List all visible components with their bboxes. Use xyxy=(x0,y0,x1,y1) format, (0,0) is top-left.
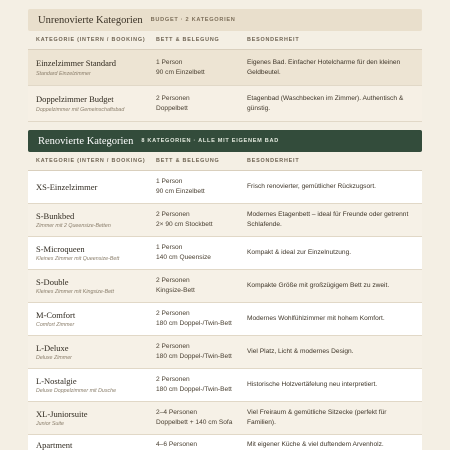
unrenovated-rows xyxy=(28,50,422,122)
section-title: Renovierte Kategorien xyxy=(38,135,134,147)
section-subtitle: BUDGET · 2 KATEGORIEN xyxy=(150,17,236,23)
room-persons: 2 Personen xyxy=(156,277,190,285)
table-row xyxy=(28,270,422,303)
room-feature: Kompakt & ideal zur Einzelnutzung. xyxy=(247,249,352,257)
column-header-row xyxy=(28,31,422,50)
table-row xyxy=(28,336,422,369)
room-booking-name: Deluxe Zimmer xyxy=(36,355,72,362)
table-row xyxy=(28,237,422,270)
room-name: M-Comfort xyxy=(36,309,76,320)
room-persons: 2–4 Personen xyxy=(156,409,198,417)
table-row xyxy=(28,86,422,122)
room-name: L-Deluxe xyxy=(36,342,69,353)
room-persons: 2 Personen xyxy=(156,376,190,384)
room-booking-name: Comfort Zimmer xyxy=(36,322,75,329)
room-persons: 1 Person xyxy=(156,178,183,186)
table-row xyxy=(28,171,422,204)
room-name: S-Bunkbed xyxy=(36,210,75,221)
renovated-section xyxy=(28,130,422,450)
table-row xyxy=(28,435,422,450)
room-feature: Etagenbad (Waschbecken im Zimmer). Authentisch & günstig. xyxy=(247,94,404,112)
room-name: S-Microqueen xyxy=(36,243,85,254)
room-feature: Modernes Wohlfühlzimmer mit hohem Komfort. xyxy=(247,315,385,323)
room-booking-name: Deluxe Doppelzimmer mit Dusche xyxy=(36,388,117,395)
room-bed: Kingsize-Bett xyxy=(156,287,195,294)
room-persons: 2 Personen xyxy=(156,94,190,102)
section-header xyxy=(28,130,422,152)
room-feature: Modernes Etagenbett – ideal für Freunde oder getrennt Schlafende. xyxy=(247,211,409,228)
table-row xyxy=(28,303,422,336)
column-header-category: KATEGORIE (INTERN / BOOKING) xyxy=(36,37,146,43)
room-booking-name: Doppelzimmer mit Gemeinschaftsbad xyxy=(36,106,125,113)
room-booking-name: Zimmer mit 2 Queensize-Betten xyxy=(36,223,111,230)
room-feature: Kompakte Größe mit großzügigem Bett zu zweit. xyxy=(247,282,390,290)
room-name: Apartment xyxy=(36,440,73,450)
column-header-row xyxy=(28,152,422,171)
room-feature: Eigenes Bad. Einfacher Hotelcharme für den kleinen Geldbeutel. xyxy=(247,58,401,76)
room-bed: 140 cm Queensize xyxy=(156,254,211,261)
table-row xyxy=(28,402,422,435)
room-persons: 2 Personen xyxy=(156,310,190,318)
room-booking-name: Kleines Zimmer mit Queensize-Bett xyxy=(36,256,120,263)
room-booking-name: Junior Suite xyxy=(36,421,64,428)
column-header-feature: BESONDERHEIT xyxy=(247,158,300,164)
unrenovated-section xyxy=(28,9,422,122)
room-bed: 90 cm Einzelbett xyxy=(156,188,205,195)
room-bed: Doppelbett + 140 cm Sofa xyxy=(156,419,233,426)
room-bed: 180 cm Doppel-/Twin-Bett xyxy=(156,320,232,327)
room-feature: Historische Holzvertäfelung neu interpretiert. xyxy=(247,381,378,389)
room-name: XL-Juniorsuite xyxy=(36,408,88,419)
column-header-bed: BETT & BELEGUNG xyxy=(156,37,220,43)
table-row xyxy=(28,204,422,237)
room-name: Einzelzimmer Standard xyxy=(36,58,117,69)
room-feature: Viel Platz, Licht & modernes Design. xyxy=(247,348,354,356)
table-row xyxy=(28,369,422,402)
column-header-feature: BESONDERHEIT xyxy=(247,37,300,43)
room-persons: 1 Person xyxy=(156,244,183,252)
column-header-category: KATEGORIE (INTERN / BOOKING) xyxy=(36,158,146,164)
column-header-bed: BETT & BELEGUNG xyxy=(156,158,220,164)
room-feature: Frisch renovierter, gemütlicher Rückzugsort. xyxy=(247,183,376,191)
room-name: XS-Einzelzimmer xyxy=(36,181,98,192)
room-persons: 2 Personen xyxy=(156,211,190,219)
room-feature: Viel Freiraum & gemütliche Sitzecke (perfekt für Familien). xyxy=(247,409,387,426)
room-persons: 4–6 Personen xyxy=(156,441,198,448)
room-booking-name: Kleines Zimmer mit Kingsize-Bett xyxy=(36,289,115,296)
renovated-rows xyxy=(28,171,422,450)
room-persons: 2 Personen xyxy=(156,343,190,351)
room-name: L-Nostalgie xyxy=(36,375,77,386)
table-row xyxy=(28,50,422,86)
room-bed: 180 cm Doppel-/Twin-Bett xyxy=(156,353,232,360)
section-title: Unrenovierte Kategorien xyxy=(38,14,143,26)
section-subtitle: 8 KATEGORIEN · ALLE MIT EIGENEM BAD xyxy=(141,138,279,144)
room-name: S-Double xyxy=(36,276,69,287)
room-feature: Mit eigener Küche & viel duftendem Arvenholz. xyxy=(247,441,384,448)
room-persons: 1 Person xyxy=(156,58,183,66)
room-bed: Doppelbett xyxy=(156,104,188,112)
room-name: Doppelzimmer Budget xyxy=(36,94,114,105)
room-bed: 2× 90 cm Stockbett xyxy=(156,221,213,228)
section-header xyxy=(28,9,422,31)
room-bed: 90 cm Einzelbett xyxy=(156,68,205,76)
room-booking-name: Standard Einzelzimmer xyxy=(36,70,91,77)
room-bed: 180 cm Doppel-/Twin-Bett xyxy=(156,386,232,393)
